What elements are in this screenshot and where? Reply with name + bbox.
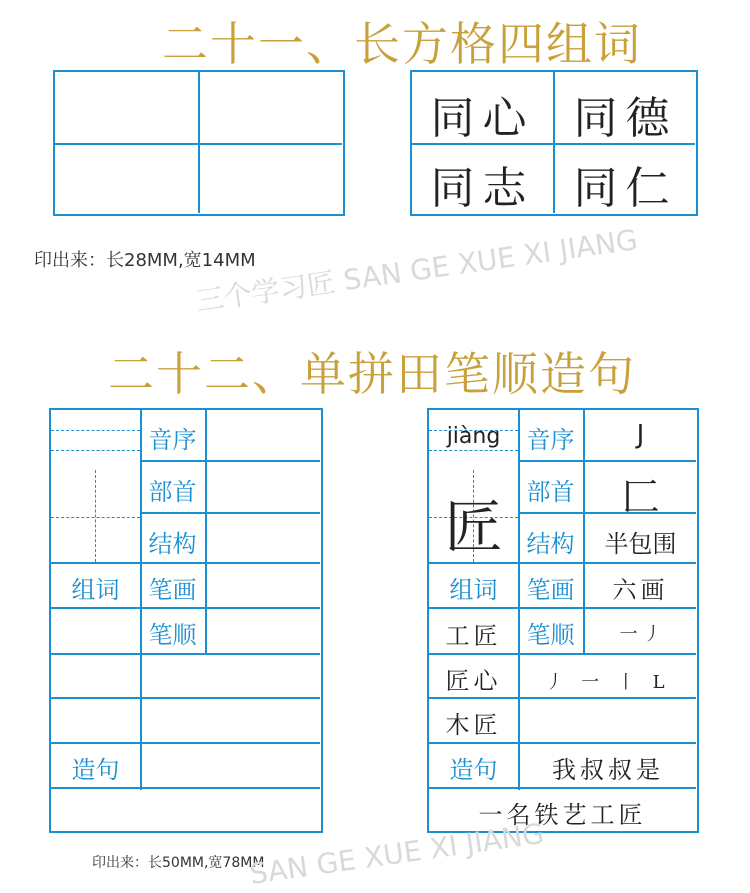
label-zaoju: 造句	[449, 756, 498, 784]
label-jiegou: 结构	[526, 530, 575, 558]
label-bushou: 部首	[148, 478, 197, 506]
label-bishun: 笔顺	[526, 621, 575, 649]
word-mujiang: 木匠	[445, 711, 502, 739]
yinxu-value: J	[636, 420, 645, 450]
main-character: 匠	[444, 493, 503, 561]
watermark: SAN GE XUE XI JIANG	[247, 816, 546, 891]
label-bihua: 笔画	[148, 576, 197, 604]
empty-word-grid	[53, 70, 345, 216]
example-word-grid	[410, 70, 698, 216]
word-cell: 同仁	[573, 163, 678, 214]
label-jiegou: 结构	[148, 530, 197, 558]
empty-character-card	[49, 408, 323, 833]
section-21-title: 二十一、长方格四组词	[162, 17, 642, 71]
label-zuci: 组词	[71, 576, 120, 604]
word-cell: 同志	[430, 163, 535, 214]
sentence-line-1: 我叔叔是	[552, 756, 664, 784]
section-22-title: 二十二、单拼田笔顺造句	[108, 347, 636, 401]
label-zuci: 组词	[449, 576, 498, 604]
bihua-value: 六画	[612, 576, 669, 604]
label-zaoju: 造句	[71, 756, 120, 784]
label-bihua: 笔画	[526, 576, 575, 604]
sentence-line-2: 一名铁艺工匠	[478, 801, 647, 829]
print-size-note-22: 印出来：长50MM,宽78MM	[92, 855, 265, 871]
print-size-note-21: 印出来：长28MM,宽14MM	[34, 250, 256, 271]
label-bishun: 笔顺	[148, 621, 197, 649]
pinyin: jiàng	[446, 424, 501, 449]
watermark: 三个学习匠 SAN GE XUE XI JIANG	[193, 223, 640, 318]
bushou-value: 匚	[621, 475, 660, 519]
label-yinxu: 音序	[148, 426, 197, 454]
word-cell: 同心	[430, 93, 535, 144]
word-jiangxin: 匠心	[445, 667, 502, 695]
bishun-value: 一 丿	[619, 624, 662, 645]
label-bushou: 部首	[526, 478, 575, 506]
label-yinxu: 音序	[526, 426, 575, 454]
jiegou-value: 半包围	[604, 530, 677, 558]
stroke-order-2: 丿 一 丨 L	[545, 672, 671, 693]
example-character-card	[427, 408, 699, 833]
word-gongjiang: 工匠	[445, 622, 502, 650]
word-cell: 同德	[573, 93, 678, 144]
